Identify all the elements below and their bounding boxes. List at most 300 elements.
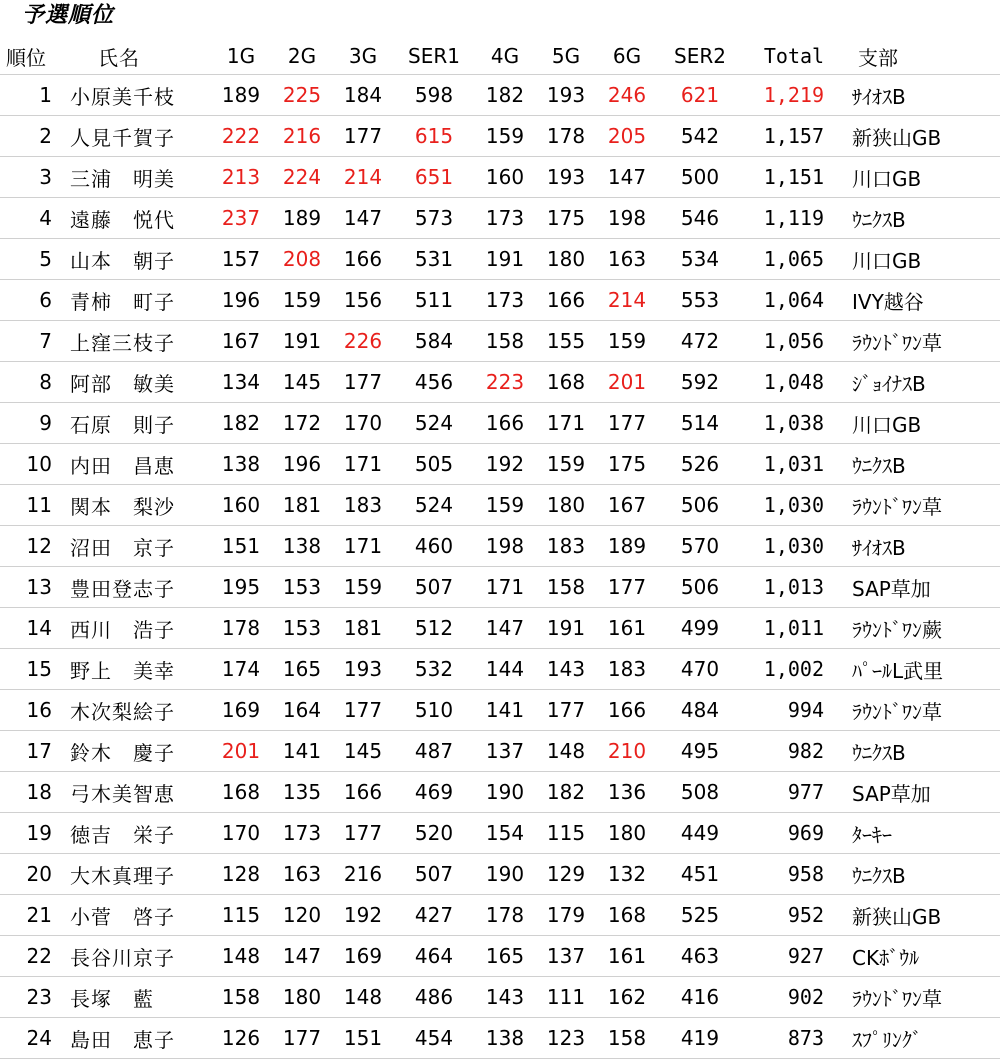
game-5-cell: 143 — [536, 649, 596, 690]
rank-cell: 12 — [0, 526, 58, 567]
series-1-cell: 486 — [394, 977, 474, 1018]
rank-cell: 23 — [0, 977, 58, 1018]
branch-cell: ﾊﾟｰﾙL武里 — [846, 649, 1000, 690]
game-4-cell: 138 — [474, 1018, 536, 1059]
total-cell: 1,002 — [742, 649, 846, 690]
game-3-cell: 177 — [332, 362, 394, 403]
total-cell: 952 — [742, 895, 846, 936]
game-3-cell: 145 — [332, 731, 394, 772]
series-2-cell: 508 — [658, 772, 742, 813]
series-1-cell: 598 — [394, 75, 474, 116]
series-1-cell: 454 — [394, 1018, 474, 1059]
game-1-cell: 169 — [210, 690, 272, 731]
game-2-cell: 224 — [272, 157, 332, 198]
rank-cell: 22 — [0, 936, 58, 977]
game-3-cell: 166 — [332, 239, 394, 280]
game-4-cell: 154 — [474, 813, 536, 854]
branch-cell: 川口GB — [846, 239, 1000, 280]
series-1-cell: 651 — [394, 157, 474, 198]
player-name-cell: 阿部 敏美 — [58, 362, 210, 403]
game-6-cell: 210 — [596, 731, 658, 772]
header-game-6: 6G — [596, 38, 658, 75]
player-name-cell: 三浦 明美 — [58, 157, 210, 198]
table-row — [0, 895, 1000, 936]
game-2-cell: 208 — [272, 239, 332, 280]
series-1-cell: 510 — [394, 690, 474, 731]
rank-cell: 4 — [0, 198, 58, 239]
game-1-cell: 167 — [210, 321, 272, 362]
series-2-cell: 449 — [658, 813, 742, 854]
branch-cell: ｻｲｵｽB — [846, 526, 1000, 567]
game-4-cell: 182 — [474, 75, 536, 116]
game-6-cell: 168 — [596, 895, 658, 936]
series-2-cell: 472 — [658, 321, 742, 362]
game-6-cell: 175 — [596, 444, 658, 485]
game-5-cell: 193 — [536, 157, 596, 198]
game-1-cell: 174 — [210, 649, 272, 690]
series-1-cell: 573 — [394, 198, 474, 239]
series-2-cell: 416 — [658, 977, 742, 1018]
series-2-cell: 484 — [658, 690, 742, 731]
game-6-cell: 205 — [596, 116, 658, 157]
header-game-4: 4G — [474, 38, 536, 75]
game-6-cell: 147 — [596, 157, 658, 198]
game-5-cell: 159 — [536, 444, 596, 485]
game-1-cell: 148 — [210, 936, 272, 977]
game-3-cell: 156 — [332, 280, 394, 321]
player-name-cell: 島田 恵子 — [58, 1018, 210, 1059]
table-row — [0, 690, 1000, 731]
game-2-cell: 196 — [272, 444, 332, 485]
game-3-cell: 148 — [332, 977, 394, 1018]
game-2-cell: 181 — [272, 485, 332, 526]
game-1-cell: 158 — [210, 977, 272, 1018]
game-6-cell: 177 — [596, 403, 658, 444]
header-series-1: SER1 — [394, 38, 474, 75]
game-3-cell: 181 — [332, 608, 394, 649]
rank-cell: 20 — [0, 854, 58, 895]
branch-cell: 新狭山GB — [846, 116, 1000, 157]
header-game-5: 5G — [536, 38, 596, 75]
series-1-cell: 505 — [394, 444, 474, 485]
total-cell: 1,031 — [742, 444, 846, 485]
rank-cell: 15 — [0, 649, 58, 690]
game-3-cell: 171 — [332, 526, 394, 567]
table-row — [0, 813, 1000, 854]
game-6-cell: 161 — [596, 936, 658, 977]
game-4-cell: 165 — [474, 936, 536, 977]
header-row — [0, 38, 1000, 75]
player-name-cell: 木次梨絵子 — [58, 690, 210, 731]
header-branch: 支部 — [846, 38, 1000, 75]
branch-cell: ｼﾞｮｲﾅｽB — [846, 362, 1000, 403]
game-4-cell: 191 — [474, 239, 536, 280]
series-1-cell: 464 — [394, 936, 474, 977]
game-6-cell: 183 — [596, 649, 658, 690]
game-1-cell: 126 — [210, 1018, 272, 1059]
game-5-cell: 183 — [536, 526, 596, 567]
game-6-cell: 166 — [596, 690, 658, 731]
game-1-cell: 170 — [210, 813, 272, 854]
game-3-cell: 159 — [332, 567, 394, 608]
branch-cell: ｳﾆｸｽB — [846, 198, 1000, 239]
game-3-cell: 166 — [332, 772, 394, 813]
game-6-cell: 163 — [596, 239, 658, 280]
rank-cell: 8 — [0, 362, 58, 403]
game-1-cell: 201 — [210, 731, 272, 772]
game-1-cell: 128 — [210, 854, 272, 895]
player-name-cell: 長塚 藍 — [58, 977, 210, 1018]
game-3-cell: 170 — [332, 403, 394, 444]
branch-cell: ﾗｳﾝﾄﾞﾜﾝ蕨 — [846, 608, 1000, 649]
player-name-cell: 内田 昌恵 — [58, 444, 210, 485]
rank-cell: 19 — [0, 813, 58, 854]
game-6-cell: 167 — [596, 485, 658, 526]
player-name-cell: 関本 梨沙 — [58, 485, 210, 526]
total-cell: 977 — [742, 772, 846, 813]
game-4-cell: 160 — [474, 157, 536, 198]
series-2-cell: 534 — [658, 239, 742, 280]
rank-cell: 6 — [0, 280, 58, 321]
game-6-cell: 132 — [596, 854, 658, 895]
game-5-cell: 158 — [536, 567, 596, 608]
game-3-cell: 177 — [332, 116, 394, 157]
game-2-cell: 135 — [272, 772, 332, 813]
game-5-cell: 193 — [536, 75, 596, 116]
player-name-cell: 弓木美智恵 — [58, 772, 210, 813]
header-series-2: SER2 — [658, 38, 742, 75]
table-row — [0, 608, 1000, 649]
game-4-cell: 178 — [474, 895, 536, 936]
game-5-cell: 166 — [536, 280, 596, 321]
table-row — [0, 444, 1000, 485]
game-5-cell: 177 — [536, 690, 596, 731]
game-6-cell: 246 — [596, 75, 658, 116]
series-1-cell: 615 — [394, 116, 474, 157]
game-1-cell: 237 — [210, 198, 272, 239]
rank-cell: 18 — [0, 772, 58, 813]
player-name-cell: 豊田登志子 — [58, 567, 210, 608]
series-2-cell: 463 — [658, 936, 742, 977]
rank-cell: 13 — [0, 567, 58, 608]
game-2-cell: 153 — [272, 567, 332, 608]
game-3-cell: 226 — [332, 321, 394, 362]
game-1-cell: 213 — [210, 157, 272, 198]
total-cell: 1,064 — [742, 280, 846, 321]
player-name-cell: 鈴木 慶子 — [58, 731, 210, 772]
player-name-cell: 野上 美幸 — [58, 649, 210, 690]
game-5-cell: 180 — [536, 485, 596, 526]
series-2-cell: 506 — [658, 567, 742, 608]
branch-cell: ﾗｳﾝﾄﾞﾜﾝ草 — [846, 321, 1000, 362]
player-name-cell: 大木真理子 — [58, 854, 210, 895]
game-1-cell: 195 — [210, 567, 272, 608]
game-1-cell: 168 — [210, 772, 272, 813]
game-1-cell: 182 — [210, 403, 272, 444]
game-5-cell: 111 — [536, 977, 596, 1018]
qualifying-results-table — [0, 38, 1000, 1059]
game-6-cell: 180 — [596, 813, 658, 854]
total-cell: 982 — [742, 731, 846, 772]
game-3-cell: 147 — [332, 198, 394, 239]
game-2-cell: 163 — [272, 854, 332, 895]
game-1-cell: 222 — [210, 116, 272, 157]
series-1-cell: 524 — [394, 485, 474, 526]
table-row — [0, 485, 1000, 526]
game-4-cell: 159 — [474, 485, 536, 526]
player-name-cell: 山本 朝子 — [58, 239, 210, 280]
series-1-cell: 487 — [394, 731, 474, 772]
game-6-cell: 177 — [596, 567, 658, 608]
series-1-cell: 520 — [394, 813, 474, 854]
branch-cell: ﾗｳﾝﾄﾞﾜﾝ草 — [846, 485, 1000, 526]
game-3-cell: 177 — [332, 813, 394, 854]
header-game-3: 3G — [332, 38, 394, 75]
game-1-cell: 115 — [210, 895, 272, 936]
player-name-cell: 長谷川京子 — [58, 936, 210, 977]
player-name-cell: 石原 則子 — [58, 403, 210, 444]
rank-cell: 5 — [0, 239, 58, 280]
player-name-cell: 徳吉 栄子 — [58, 813, 210, 854]
game-1-cell: 189 — [210, 75, 272, 116]
total-cell: 1,157 — [742, 116, 846, 157]
series-1-cell: 512 — [394, 608, 474, 649]
table-row — [0, 854, 1000, 895]
game-5-cell: 191 — [536, 608, 596, 649]
series-1-cell: 456 — [394, 362, 474, 403]
branch-cell: 川口GB — [846, 403, 1000, 444]
game-1-cell: 160 — [210, 485, 272, 526]
game-2-cell: 189 — [272, 198, 332, 239]
header-game-2: 2G — [272, 38, 332, 75]
branch-cell: ｳﾆｸｽB — [846, 731, 1000, 772]
total-cell: 902 — [742, 977, 846, 1018]
player-name-cell: 小原美千枝 — [58, 75, 210, 116]
rank-cell: 24 — [0, 1018, 58, 1059]
branch-cell: SAP草加 — [846, 772, 1000, 813]
total-cell: 1,119 — [742, 198, 846, 239]
series-2-cell: 553 — [658, 280, 742, 321]
game-5-cell: 123 — [536, 1018, 596, 1059]
rank-cell: 9 — [0, 403, 58, 444]
player-name-cell: 上窪三枝子 — [58, 321, 210, 362]
player-name-cell: 西川 浩子 — [58, 608, 210, 649]
game-2-cell: 165 — [272, 649, 332, 690]
table-row — [0, 280, 1000, 321]
rank-cell: 2 — [0, 116, 58, 157]
total-cell: 994 — [742, 690, 846, 731]
page-title: 予選順位 — [22, 3, 115, 28]
game-3-cell: 169 — [332, 936, 394, 977]
game-4-cell: 143 — [474, 977, 536, 1018]
game-2-cell: 172 — [272, 403, 332, 444]
game-4-cell: 198 — [474, 526, 536, 567]
game-3-cell: 193 — [332, 649, 394, 690]
branch-cell: ｳﾆｸｽB — [846, 444, 1000, 485]
rank-cell: 14 — [0, 608, 58, 649]
game-4-cell: 158 — [474, 321, 536, 362]
branch-cell: CKﾎﾞｳﾙ — [846, 936, 1000, 977]
series-1-cell: 507 — [394, 567, 474, 608]
game-1-cell: 138 — [210, 444, 272, 485]
table-row — [0, 362, 1000, 403]
series-1-cell: 427 — [394, 895, 474, 936]
table-row — [0, 321, 1000, 362]
game-5-cell: 129 — [536, 854, 596, 895]
table-row — [0, 75, 1000, 116]
game-5-cell: 168 — [536, 362, 596, 403]
rank-cell: 1 — [0, 75, 58, 116]
series-2-cell: 506 — [658, 485, 742, 526]
table-row — [0, 198, 1000, 239]
game-6-cell: 159 — [596, 321, 658, 362]
branch-cell: 川口GB — [846, 157, 1000, 198]
series-2-cell: 499 — [658, 608, 742, 649]
game-4-cell: 190 — [474, 772, 536, 813]
total-cell: 1,219 — [742, 75, 846, 116]
player-name-cell: 人見千賀子 — [58, 116, 210, 157]
total-cell: 1,065 — [742, 239, 846, 280]
results-body — [0, 75, 1000, 1059]
table-row — [0, 567, 1000, 608]
series-2-cell: 500 — [658, 157, 742, 198]
total-cell: 1,038 — [742, 403, 846, 444]
game-2-cell: 173 — [272, 813, 332, 854]
total-cell: 1,013 — [742, 567, 846, 608]
series-2-cell: 514 — [658, 403, 742, 444]
branch-cell: ﾗｳﾝﾄﾞﾜﾝ草 — [846, 977, 1000, 1018]
rank-cell: 7 — [0, 321, 58, 362]
branch-cell: 新狭山GB — [846, 895, 1000, 936]
branch-cell: ｽﾌﾟﾘﾝｸﾞ — [846, 1018, 1000, 1059]
header-name: 氏名 — [58, 38, 210, 75]
game-5-cell: 137 — [536, 936, 596, 977]
game-3-cell: 183 — [332, 485, 394, 526]
player-name-cell: 青柿 町子 — [58, 280, 210, 321]
game-5-cell: 148 — [536, 731, 596, 772]
game-3-cell: 151 — [332, 1018, 394, 1059]
game-6-cell: 136 — [596, 772, 658, 813]
game-2-cell: 141 — [272, 731, 332, 772]
series-2-cell: 495 — [658, 731, 742, 772]
game-6-cell: 161 — [596, 608, 658, 649]
total-cell: 873 — [742, 1018, 846, 1059]
game-4-cell: 137 — [474, 731, 536, 772]
branch-cell: SAP草加 — [846, 567, 1000, 608]
series-2-cell: 526 — [658, 444, 742, 485]
series-1-cell: 531 — [394, 239, 474, 280]
game-1-cell: 157 — [210, 239, 272, 280]
game-4-cell: 166 — [474, 403, 536, 444]
player-name-cell: 遠藤 悦代 — [58, 198, 210, 239]
game-2-cell: 180 — [272, 977, 332, 1018]
rank-cell: 16 — [0, 690, 58, 731]
table-row — [0, 403, 1000, 444]
series-2-cell: 542 — [658, 116, 742, 157]
total-cell: 1,030 — [742, 485, 846, 526]
series-1-cell: 507 — [394, 854, 474, 895]
game-4-cell: 223 — [474, 362, 536, 403]
table-row — [0, 731, 1000, 772]
game-1-cell: 134 — [210, 362, 272, 403]
game-4-cell: 144 — [474, 649, 536, 690]
series-2-cell: 419 — [658, 1018, 742, 1059]
game-2-cell: 225 — [272, 75, 332, 116]
game-6-cell: 189 — [596, 526, 658, 567]
game-4-cell: 173 — [474, 198, 536, 239]
series-2-cell: 621 — [658, 75, 742, 116]
total-cell: 1,151 — [742, 157, 846, 198]
game-2-cell: 147 — [272, 936, 332, 977]
rank-cell: 3 — [0, 157, 58, 198]
game-2-cell: 177 — [272, 1018, 332, 1059]
game-3-cell: 214 — [332, 157, 394, 198]
game-4-cell: 173 — [474, 280, 536, 321]
total-cell: 1,048 — [742, 362, 846, 403]
game-1-cell: 178 — [210, 608, 272, 649]
header-game-1: 1G — [210, 38, 272, 75]
series-1-cell: 469 — [394, 772, 474, 813]
series-2-cell: 592 — [658, 362, 742, 403]
series-1-cell: 532 — [394, 649, 474, 690]
game-2-cell: 138 — [272, 526, 332, 567]
game-3-cell: 177 — [332, 690, 394, 731]
total-cell: 958 — [742, 854, 846, 895]
series-1-cell: 460 — [394, 526, 474, 567]
branch-cell: ｳﾆｸｽB — [846, 854, 1000, 895]
game-3-cell: 184 — [332, 75, 394, 116]
game-6-cell: 201 — [596, 362, 658, 403]
game-5-cell: 182 — [536, 772, 596, 813]
branch-cell: ｻｲｵｽB — [846, 75, 1000, 116]
game-4-cell: 141 — [474, 690, 536, 731]
game-6-cell: 158 — [596, 1018, 658, 1059]
total-cell: 969 — [742, 813, 846, 854]
total-cell: 1,011 — [742, 608, 846, 649]
game-1-cell: 151 — [210, 526, 272, 567]
table-row — [0, 649, 1000, 690]
game-5-cell: 171 — [536, 403, 596, 444]
total-cell: 1,056 — [742, 321, 846, 362]
game-4-cell: 147 — [474, 608, 536, 649]
rank-cell: 10 — [0, 444, 58, 485]
total-cell: 1,030 — [742, 526, 846, 567]
game-2-cell: 216 — [272, 116, 332, 157]
series-2-cell: 451 — [658, 854, 742, 895]
game-6-cell: 162 — [596, 977, 658, 1018]
game-2-cell: 145 — [272, 362, 332, 403]
game-5-cell: 178 — [536, 116, 596, 157]
game-5-cell: 115 — [536, 813, 596, 854]
branch-cell: ﾗｳﾝﾄﾞﾜﾝ草 — [846, 690, 1000, 731]
table-row — [0, 1018, 1000, 1059]
rank-cell: 21 — [0, 895, 58, 936]
branch-cell: IVY越谷 — [846, 280, 1000, 321]
game-5-cell: 175 — [536, 198, 596, 239]
game-6-cell: 198 — [596, 198, 658, 239]
player-name-cell: 沼田 京子 — [58, 526, 210, 567]
series-2-cell: 570 — [658, 526, 742, 567]
game-5-cell: 155 — [536, 321, 596, 362]
game-3-cell: 192 — [332, 895, 394, 936]
series-2-cell: 546 — [658, 198, 742, 239]
game-6-cell: 214 — [596, 280, 658, 321]
game-4-cell: 159 — [474, 116, 536, 157]
series-1-cell: 511 — [394, 280, 474, 321]
game-3-cell: 171 — [332, 444, 394, 485]
player-name-cell: 小菅 啓子 — [58, 895, 210, 936]
series-2-cell: 470 — [658, 649, 742, 690]
